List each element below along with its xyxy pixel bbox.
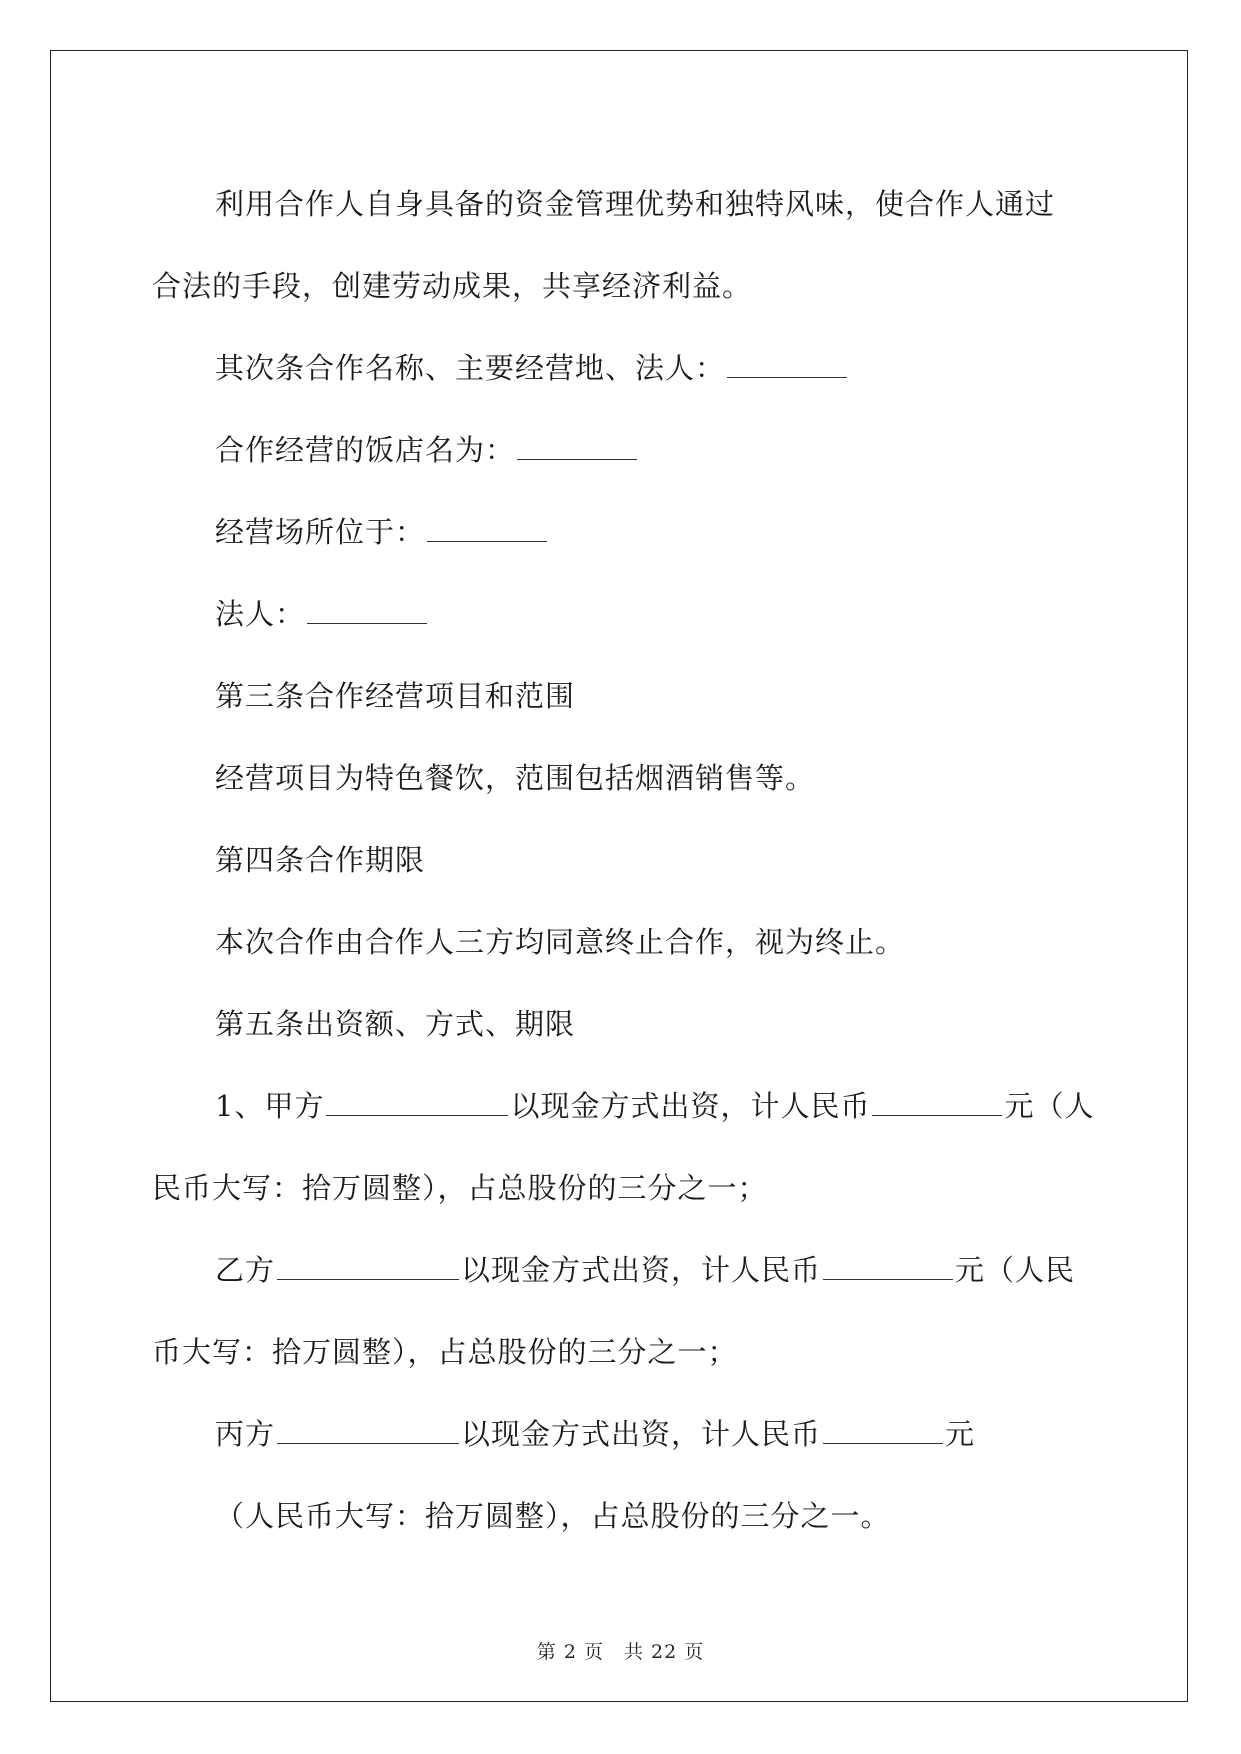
text-run: 币大写：拾万圆整），占总股份的三分之一；: [152, 1335, 738, 1369]
text-line: [152, 327, 1088, 409]
fill-in-blank[interactable]: [517, 433, 637, 460]
text-line: [152, 737, 1088, 819]
text-run: 利用合作人自身具备的资金管理优势和独特风味，使合作人通过: [215, 187, 1056, 221]
fill-in-blank[interactable]: [307, 597, 427, 624]
text-line: [152, 163, 1088, 245]
paragraph: [152, 1393, 1088, 1557]
text-line: [152, 245, 1088, 327]
text-run: 其次条合作名称、主要经营地、法人：: [215, 351, 726, 385]
text-run: 合法的手段，创建劳动成果，共享经济利益。: [152, 269, 753, 303]
text-line: [152, 1065, 1095, 1147]
text-run: 第四条合作期限: [215, 843, 426, 877]
text-run: 合作经营的饭店名为：: [215, 433, 516, 467]
fill-in-blank[interactable]: [872, 1089, 1002, 1116]
text-run: （人民币大写：拾万圆整），占总股份的三分之一。: [215, 1499, 891, 1533]
text-line: [152, 983, 1088, 1065]
fill-in-blank[interactable]: [823, 1253, 953, 1280]
paragraph: [152, 491, 1088, 573]
text-run: 1、甲方: [215, 1089, 325, 1123]
text-run: 元: [945, 1417, 976, 1451]
fill-in-blank[interactable]: [277, 1417, 459, 1444]
text-line: [152, 573, 1088, 655]
text-line: [152, 1147, 1088, 1229]
paragraph: [152, 163, 1088, 327]
text-run: 第三条合作经营项目和范围: [215, 679, 576, 713]
paragraph: [152, 737, 1088, 819]
text-run: 民币大写：拾万圆整），占总股份的三分之一；: [152, 1171, 768, 1205]
text-run: 以现金方式出资，计人民币: [510, 1089, 871, 1123]
text-line: [152, 1229, 1088, 1311]
paragraph: [152, 1229, 1088, 1393]
text-run: 以现金方式出资，计人民币: [461, 1253, 822, 1287]
paragraph: [152, 819, 1088, 901]
paragraph: [152, 983, 1088, 1065]
paragraph: [152, 409, 1088, 491]
paragraph: [152, 901, 1088, 983]
text-run: 本次合作由合作人三方均同意终止合作，视为终止。: [215, 925, 906, 959]
text-line: [152, 655, 1088, 737]
text-run: 以现金方式出资，计人民币: [461, 1417, 822, 1451]
fill-in-blank[interactable]: [277, 1253, 459, 1280]
document-body: [152, 163, 1095, 1557]
fill-in-blank[interactable]: [427, 515, 547, 542]
paragraph: [152, 1065, 1095, 1229]
text-run: 元（人: [1004, 1089, 1095, 1123]
page-footer: 第 2 页 共 22 页: [536, 1641, 705, 1663]
paragraph: [152, 573, 1088, 655]
text-run: 经营场所位于：: [215, 515, 426, 549]
text-run: 乙方: [215, 1253, 276, 1287]
text-run: 经营项目为特色餐饮，范围包括烟酒销售等。: [215, 761, 816, 795]
text-line: [152, 901, 1088, 983]
text-run: 第五条出资额、方式、期限: [215, 1007, 576, 1041]
text-line: [152, 819, 1088, 901]
text-line: [152, 1393, 1088, 1475]
text-run: 法人：: [215, 597, 306, 631]
text-line: [152, 491, 1088, 573]
text-run: 丙方: [215, 1417, 276, 1451]
text-line: [152, 409, 1088, 491]
text-line: [152, 1475, 1088, 1557]
text-run: 元（人民: [955, 1253, 1076, 1287]
text-line: [152, 1311, 1088, 1393]
fill-in-blank[interactable]: [823, 1417, 943, 1444]
fill-in-blank[interactable]: [727, 351, 847, 378]
paragraph: [152, 655, 1088, 737]
paragraph: [152, 327, 1088, 409]
fill-in-blank[interactable]: [326, 1089, 508, 1116]
